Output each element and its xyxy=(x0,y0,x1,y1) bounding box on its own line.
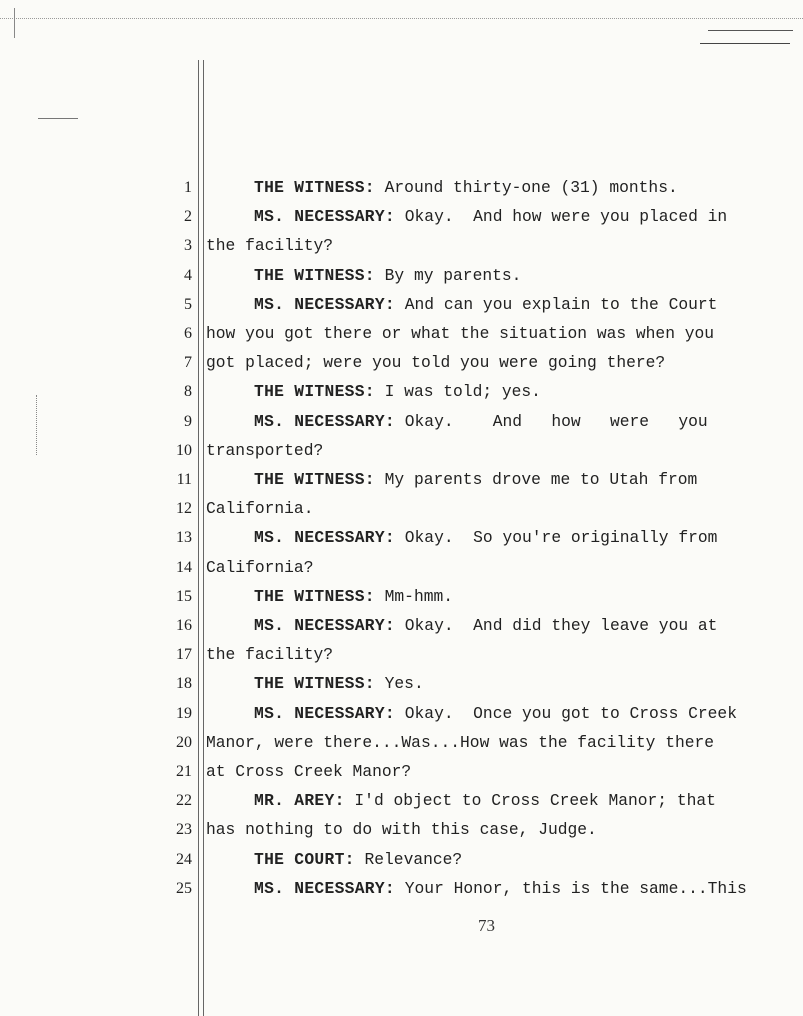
line-text: the facility? xyxy=(206,236,334,255)
line-number: 23 xyxy=(176,821,192,838)
line-number: 17 xyxy=(176,646,192,663)
transcript-line xyxy=(206,412,778,432)
line-text: Relevance? xyxy=(354,850,463,869)
line-number: 2 xyxy=(184,208,192,225)
scan-artifact-top-line-2 xyxy=(700,43,790,44)
line-text: how you got there or what the situation was when you xyxy=(206,324,715,343)
line-number: 13 xyxy=(176,529,192,546)
line-text: Manor, were there...Was...How was the facility there xyxy=(206,733,715,752)
speaker-label: MR. AREY: xyxy=(254,791,345,810)
line-number: 8 xyxy=(184,383,192,400)
transcript-line xyxy=(206,704,778,724)
line-text: the facility? xyxy=(206,645,334,664)
line-text: Yes. xyxy=(374,674,424,693)
line-text: Okay. And how were you placed in xyxy=(395,207,728,226)
transcript-line xyxy=(206,879,778,899)
line-number: 24 xyxy=(176,851,192,868)
speaker-label: MS. NECESSARY: xyxy=(254,412,395,431)
transcript-line xyxy=(206,266,778,286)
line-number: 9 xyxy=(184,413,192,430)
transcript-line xyxy=(206,820,778,840)
scan-artifact-top-border xyxy=(0,18,803,19)
speaker-label: THE WITNESS: xyxy=(254,587,375,606)
line-text: My parents drove me to Utah from xyxy=(374,470,698,489)
line-text: transported? xyxy=(206,441,324,460)
line-number: 10 xyxy=(176,442,192,459)
speaker-label: THE WITNESS: xyxy=(254,470,375,489)
line-number: 14 xyxy=(176,559,192,576)
line-text: Okay. So you're originally from xyxy=(395,528,718,547)
speaker-label: MS. NECESSARY: xyxy=(254,616,395,635)
transcript-line xyxy=(206,587,778,607)
transcript-line xyxy=(206,558,778,578)
scan-artifact-edge-mark xyxy=(14,8,15,38)
line-text: at Cross Creek Manor? xyxy=(206,762,412,781)
speaker-label: MS. NECESSARY: xyxy=(254,528,395,547)
scan-artifact-side-mark xyxy=(36,395,43,455)
speaker-label: MS. NECESSARY: xyxy=(254,207,395,226)
line-text: California. xyxy=(206,499,314,518)
line-number: 3 xyxy=(184,237,192,254)
line-number: 15 xyxy=(176,588,192,605)
speaker-label: THE WITNESS: xyxy=(254,266,375,285)
line-number: 7 xyxy=(184,354,192,371)
margin-rule-outer xyxy=(198,60,199,1016)
transcript-line xyxy=(206,791,778,811)
speaker-label: MS. NECESSARY: xyxy=(254,295,395,314)
transcript-line xyxy=(206,733,778,753)
page-number: 73 xyxy=(478,916,495,935)
line-text: I'd object to Cross Creek Manor; that xyxy=(344,791,716,810)
line-number: 6 xyxy=(184,325,192,342)
speaker-label: MS. NECESSARY: xyxy=(254,879,395,898)
transcript-line xyxy=(206,353,778,373)
transcript-line xyxy=(206,616,778,636)
transcript-line xyxy=(206,645,778,665)
speaker-label: THE WITNESS: xyxy=(254,382,375,401)
transcript-line xyxy=(206,324,778,344)
line-number: 12 xyxy=(176,500,192,517)
line-text: Okay. And did they leave you at xyxy=(395,616,718,635)
transcript-line xyxy=(206,236,778,256)
transcript-line xyxy=(206,674,778,694)
margin-rule-inner xyxy=(203,60,204,1016)
line-number: 16 xyxy=(176,617,192,634)
line-number: 21 xyxy=(176,763,192,780)
line-text: Your Honor, this is the same...This xyxy=(395,879,747,898)
speaker-label: THE WITNESS: xyxy=(254,178,375,197)
transcript-line xyxy=(206,528,778,548)
line-number: 22 xyxy=(176,792,192,809)
line-number: 20 xyxy=(176,734,192,751)
transcript-line xyxy=(206,470,778,490)
transcript-line xyxy=(206,762,778,782)
line-number: 4 xyxy=(184,267,192,284)
line-number: 25 xyxy=(176,880,192,897)
line-text: has nothing to do with this case, Judge. xyxy=(206,820,597,839)
scan-artifact-top-line xyxy=(708,30,793,31)
line-number: 11 xyxy=(176,471,192,488)
line-text: I was told; yes. xyxy=(374,382,541,401)
speaker-label: THE COURT: xyxy=(254,850,355,869)
transcript-line xyxy=(206,178,778,198)
line-number: 19 xyxy=(176,705,192,722)
line-number: 5 xyxy=(184,296,192,313)
transcript-line xyxy=(206,850,778,870)
line-text: Mm-hmm. xyxy=(374,587,454,606)
transcript-line xyxy=(206,207,778,227)
speaker-label: MS. NECESSARY: xyxy=(254,704,395,723)
line-number: 18 xyxy=(176,675,192,692)
transcript-line xyxy=(206,441,778,461)
transcript-line xyxy=(206,499,778,519)
line-text: California? xyxy=(206,558,314,577)
line-text: Okay. Once you got to Cross Creek xyxy=(395,704,737,723)
line-text: Around thirty-one (31) months. xyxy=(374,178,678,197)
line-text: Okay. And how were you xyxy=(395,412,708,431)
line-text: got placed; were you told you were going there? xyxy=(206,353,666,372)
transcript-line xyxy=(206,295,778,315)
scan-artifact-left-dash xyxy=(38,118,78,119)
line-text: By my parents. xyxy=(374,266,522,285)
transcript-line xyxy=(206,382,778,402)
line-number: 1 xyxy=(184,179,192,196)
speaker-label: THE WITNESS: xyxy=(254,674,375,693)
line-text: And can you explain to the Court xyxy=(395,295,718,314)
